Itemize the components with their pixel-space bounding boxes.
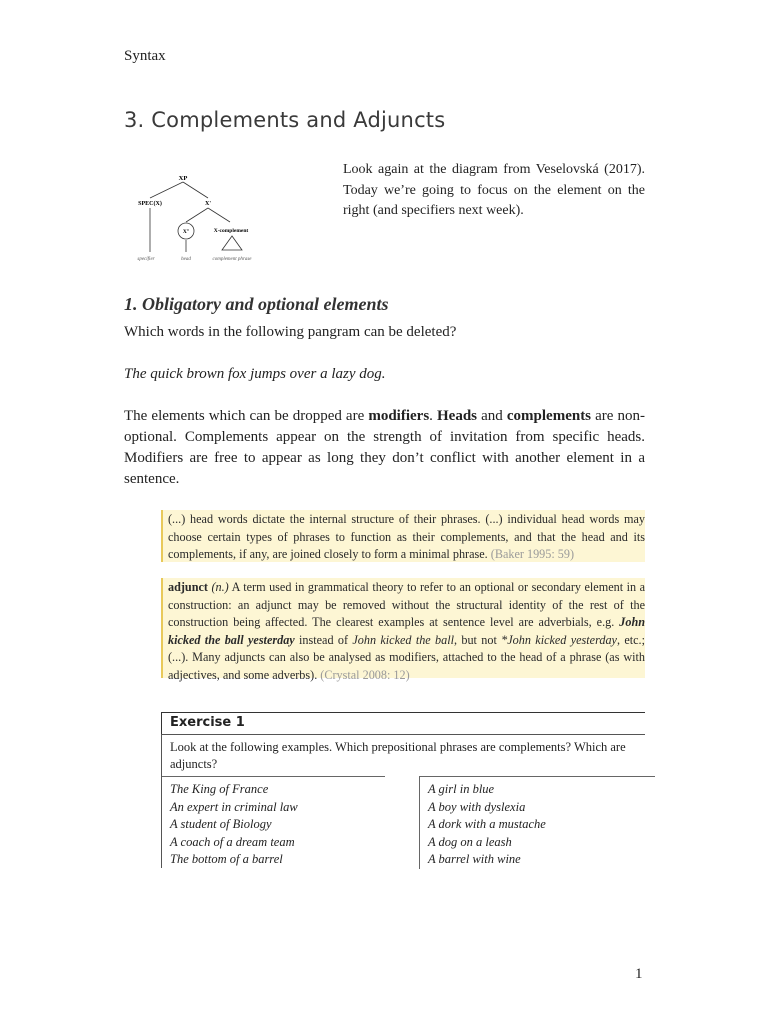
running-header: Syntax [124,48,166,64]
exercise-box [161,712,645,868]
term-heads: Heads [437,408,478,424]
label-specifier: specifier [137,257,155,262]
subsection-title: 1. Obligatory and optional elements [124,294,389,314]
exercise-left-column [162,776,385,869]
list-item: A boy with dyslexia [428,799,526,814]
question-text: Which words in the following pangram can be deleted? [124,324,457,340]
x-bar-tree-diagram [128,160,298,270]
list-item: The King of France [170,782,269,796]
explanation-paragraph: The elements which can be dropped are modifiers. Heads and complements are non-optional. Complements appear on the strength of invitation from specific heads. Modifiers are free to appear as long they don’t conflict with another element in a sentence. [124,408,646,487]
list-item: A barrel with wine [428,852,521,867]
list-item: An expert in criminal law [170,799,298,814]
list-item: A student of Biology [170,817,272,832]
pangram-example: The quick brown fox jumps over a lazy dog. [124,366,386,382]
list-item: A girl in blue [428,782,495,796]
section-title: 3. Complements and Adjuncts [124,108,446,132]
exercise-columns [161,776,645,868]
term-complements: complements [506,408,592,424]
list-item: A dork with a mustache [428,817,546,832]
intro-paragraph: Look again at the diagram from Veselovská (2017). Today we’re going to focus on the element on the right (and specifiers next week). [343,162,645,218]
node-x0: X° [182,229,190,235]
exercise-title: Exercise 1 [161,712,645,734]
citation-baker: (Baker 1995: 59) [490,547,575,561]
node-xp: XP [178,175,188,182]
list-item: A coach of a dream team [170,834,295,849]
quote-crystal: adjunct (n.) A term used in grammatical theory to refer to an optional or secondary element in a construction: an adjunct may be removed without the structural identity of the rest of the construction being affected. The clearest examples at sentence level are adverbials, e.g. John kicked the ball yesterday instead of John kicked the ball, but not *John kicked yesterday, etc.; (...). Many adjuncts can also be analysed as modifiers, attached to the head of a phrase (as with adjectives, and some adverbs). (Crystal 2008: 12) [161,578,645,678]
quote-baker: (...) head words dictate the internal structure of their phrases. (...) individual head words may choose certain types of phrases to function as their complements, and that the head and its complements, if any, are joined closely to form a minimal phrase. (Baker 1995: 59) [161,510,645,562]
exercise-prompt: Look at the following examples. Which prepositional phrases are complements? Which are adjuncts? [161,734,645,776]
label-complement-phrase: complement phrase [212,257,252,262]
example-1: John kicked the ball yesterday [168,615,645,647]
example-3: *John kicked yesterday [501,632,617,647]
exercise-right-column [419,776,655,869]
example-2: John kicked the ball [352,632,454,647]
term-adjunct: adjunct [168,580,208,594]
node-xbar: X' [205,201,211,207]
list-item: The bottom of a barrel [170,852,283,867]
node-xcomp: X-complement [213,228,249,234]
page-number: 1 [635,966,643,982]
citation-crystal: (Crystal 2008: 12) [320,667,410,682]
term-modifiers: modifiers [368,408,430,424]
list-item: A dog on a leash [428,834,512,849]
node-spec: SPEC(X) [138,201,162,207]
label-head: head [181,257,191,262]
